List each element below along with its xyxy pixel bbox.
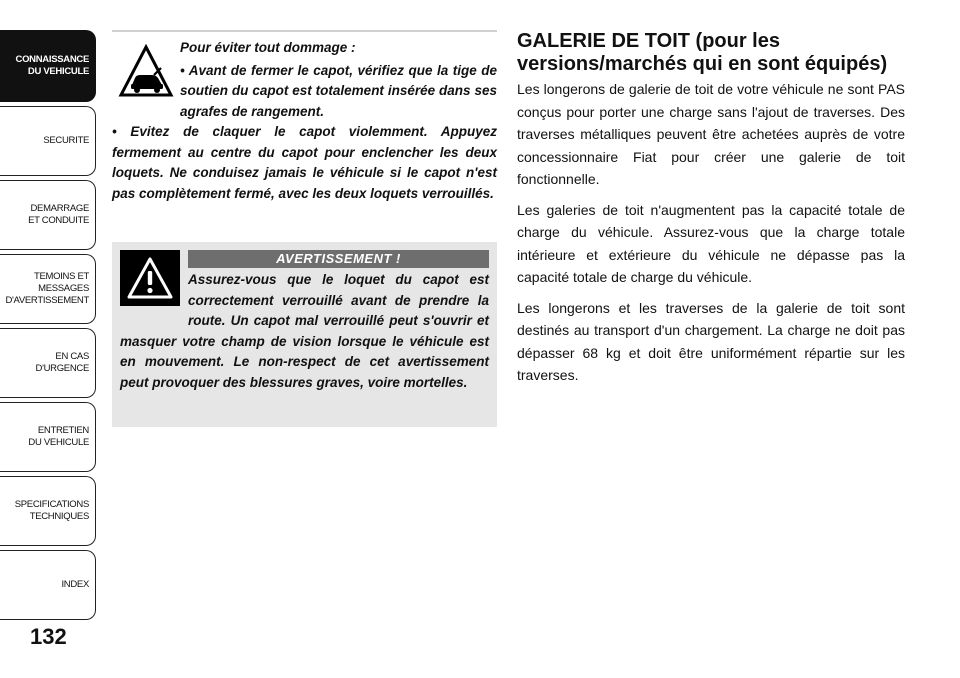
tab-connaissance-du-vehicule[interactable]: CONNAISSANCE DU VEHICULE [0, 30, 96, 102]
tab-entretien-du-vehicule[interactable]: ENTRETIEN DU VEHICULE [0, 402, 96, 472]
tab-securite[interactable]: SECURITE [0, 106, 96, 176]
tab-en-cas-d-urgence[interactable]: EN CAS D'URGENCE [0, 328, 96, 398]
left-column [112, 30, 497, 390]
caution-note [112, 30, 497, 204]
warning-body: Assurez-vous que le loquet du capot est correctement verrouillé avant de prendre la route. Un capot mal verrouillé peut s'ouvrir et masquer votre champ de vision lorsque le véhicule est en mouvement. Le non-respect de cet avertissement peut provoquer des blessures graves, voire mortelles. [120, 272, 489, 390]
section-title: GALERIE DE TOIT (pour les versions/marchés qui en sont équipés) [517, 30, 888, 75]
paragraph-3: Les longerons et les traverses de la galerie de toit sont destinés au transport d'un chargement. La charge ne doit pas dépasser 68 kg et doit être uniformément répartie sur les traverses. [517, 299, 905, 383]
tab-temoins-et-messages[interactable]: TEMOINS ET MESSAGES D'AVERTISSEMENT [0, 254, 96, 324]
chapter-tab-strip [0, 0, 100, 678]
right-column [517, 30, 905, 395]
caution-title: Pour éviter tout dommage : [180, 40, 356, 55]
warning-box [112, 242, 497, 427]
paragraph-2: Les galeries de toit n'augmentent pas la capacité totale de charge du véhicule. Assurez-vous que la charge totale intérieure et extérieure du véhicule ne dépasse pas la capacité totale de charge du véhicule. [517, 201, 905, 285]
warning-exclamation-triangle-icon [126, 256, 174, 300]
paragraph-1: Les longerons de galerie de toit de votre véhicule ne sont PAS conçus pour porter une charge sans l'ajout de traverses. Des traverses métalliques peuvent être achetées auprès de votre concessionnaire Fiat pour créer une galerie de toit fonctionnelle. [517, 81, 905, 187]
caution-bullet-2: • Evitez de claquer le capot violemment. Appuyez fermement au centre du capot pour enclencher les deux loquets. Ne conduisez jamais le véhicule si le capot n'est pas complètement fermé, avec les deux loquets verrouillés. [112, 124, 497, 201]
car-caution-triangle-icon [118, 44, 174, 98]
warning-header: AVERTISSEMENT ! [188, 250, 489, 268]
tab-demarrage-et-conduite[interactable]: DEMARRAGE ET CONDUITE [0, 180, 96, 250]
warning-icon-frame [120, 250, 180, 306]
tab-specifications-techniques[interactable]: SPECIFICATIONS TECHNIQUES [0, 476, 96, 546]
caution-bullet-1: • Avant de fermer le capot, vérifiez que la tige de soutien du capot est totalement insérée dans ses agrafes de rangement. [180, 62, 497, 119]
page-number: 132 [30, 624, 67, 649]
tab-index[interactable]: INDEX [0, 550, 96, 620]
